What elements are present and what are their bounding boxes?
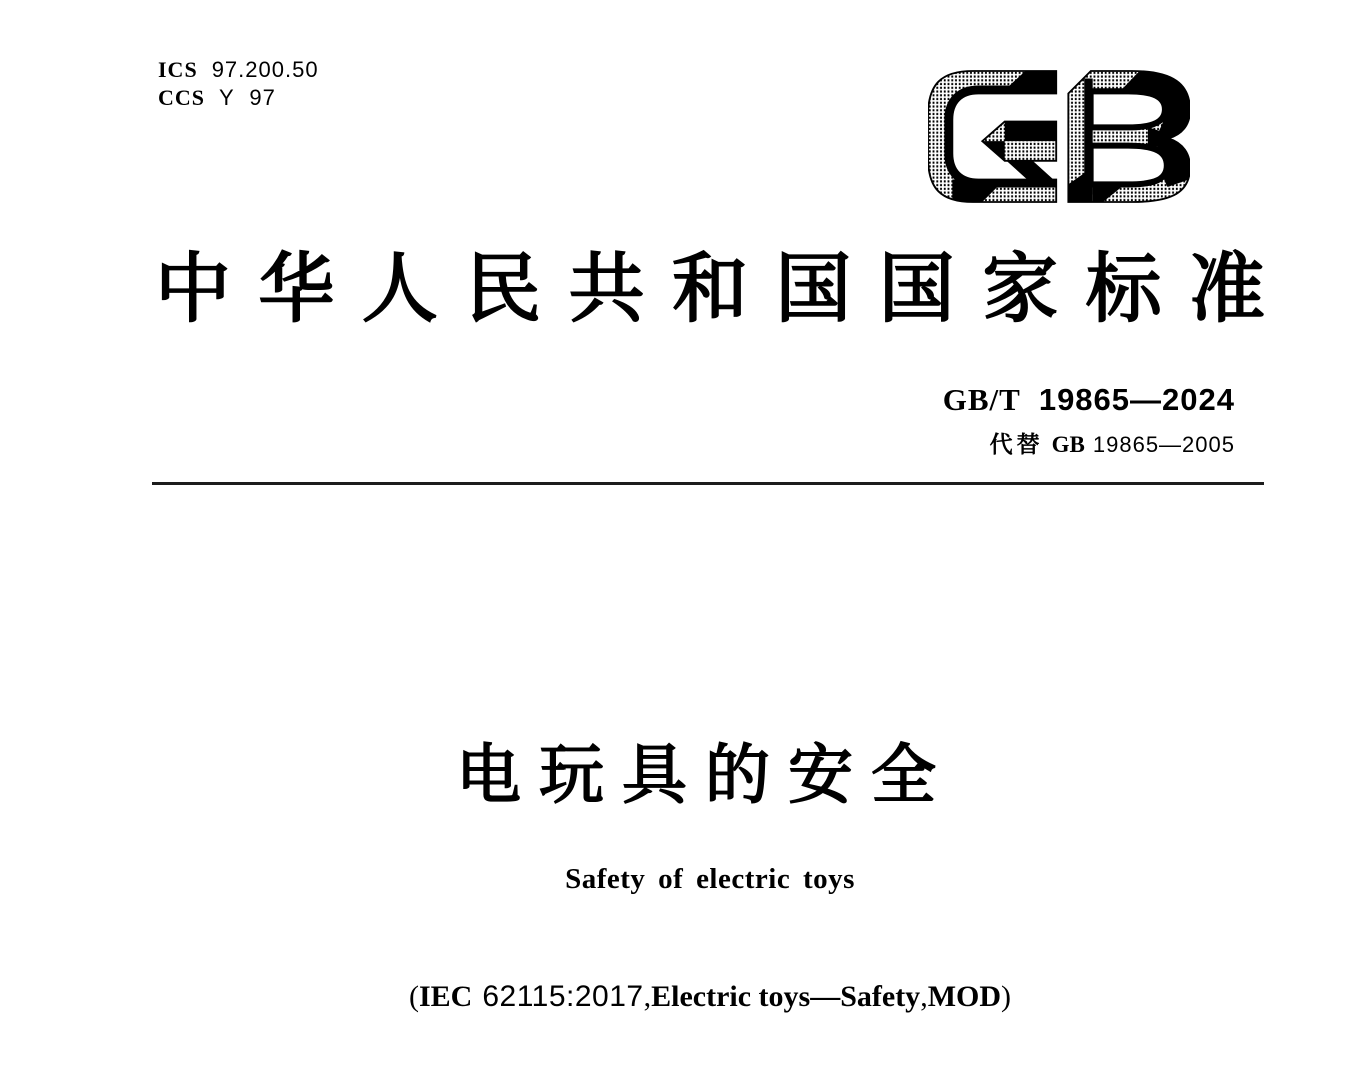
ccs-value: Y 97 [219, 85, 276, 110]
adoption-close-paren: ) [1001, 980, 1012, 1013]
ics-line [158, 56, 319, 84]
adoption-note [155, 979, 1265, 1015]
replaces-label: 代替 [989, 432, 1044, 457]
replaces-note [990, 432, 1235, 458]
standard-code [943, 383, 1235, 417]
adoption-standard-ref: 62115:2017 [482, 980, 644, 1013]
adoption-comma-1: , [643, 980, 652, 1013]
replaces-prefix: GB [1051, 432, 1085, 457]
adoption-comma-2: , [920, 980, 928, 1013]
header-rule [152, 482, 1264, 485]
document-title-chinese: 电玩具的安全 [455, 738, 954, 811]
replaces-number: 19865—2005 [1092, 432, 1235, 457]
standard-code-prefix: GB/T [942, 382, 1021, 417]
standard-code-number: 19865—2024 [1038, 382, 1235, 417]
gb-logo [928, 70, 1190, 203]
document-title-english: Safety of electric toys [565, 863, 855, 895]
national-standard-masthead: 中华人民共和国国家标准 [155, 248, 1265, 332]
ics-value: 97.200.50 [211, 57, 319, 82]
adoption-degree: MOD [927, 980, 1002, 1013]
ccs-line [158, 84, 319, 112]
gb-logo-graphic [928, 70, 1190, 203]
ccs-label: CCS [158, 85, 206, 110]
classification-codes [158, 56, 319, 112]
adoption-org: IEC [418, 980, 473, 1013]
adoption-english-title: Electric toys—Safety [651, 980, 921, 1013]
adoption-open-paren: ( [408, 980, 419, 1013]
ics-label: ICS [158, 57, 198, 82]
